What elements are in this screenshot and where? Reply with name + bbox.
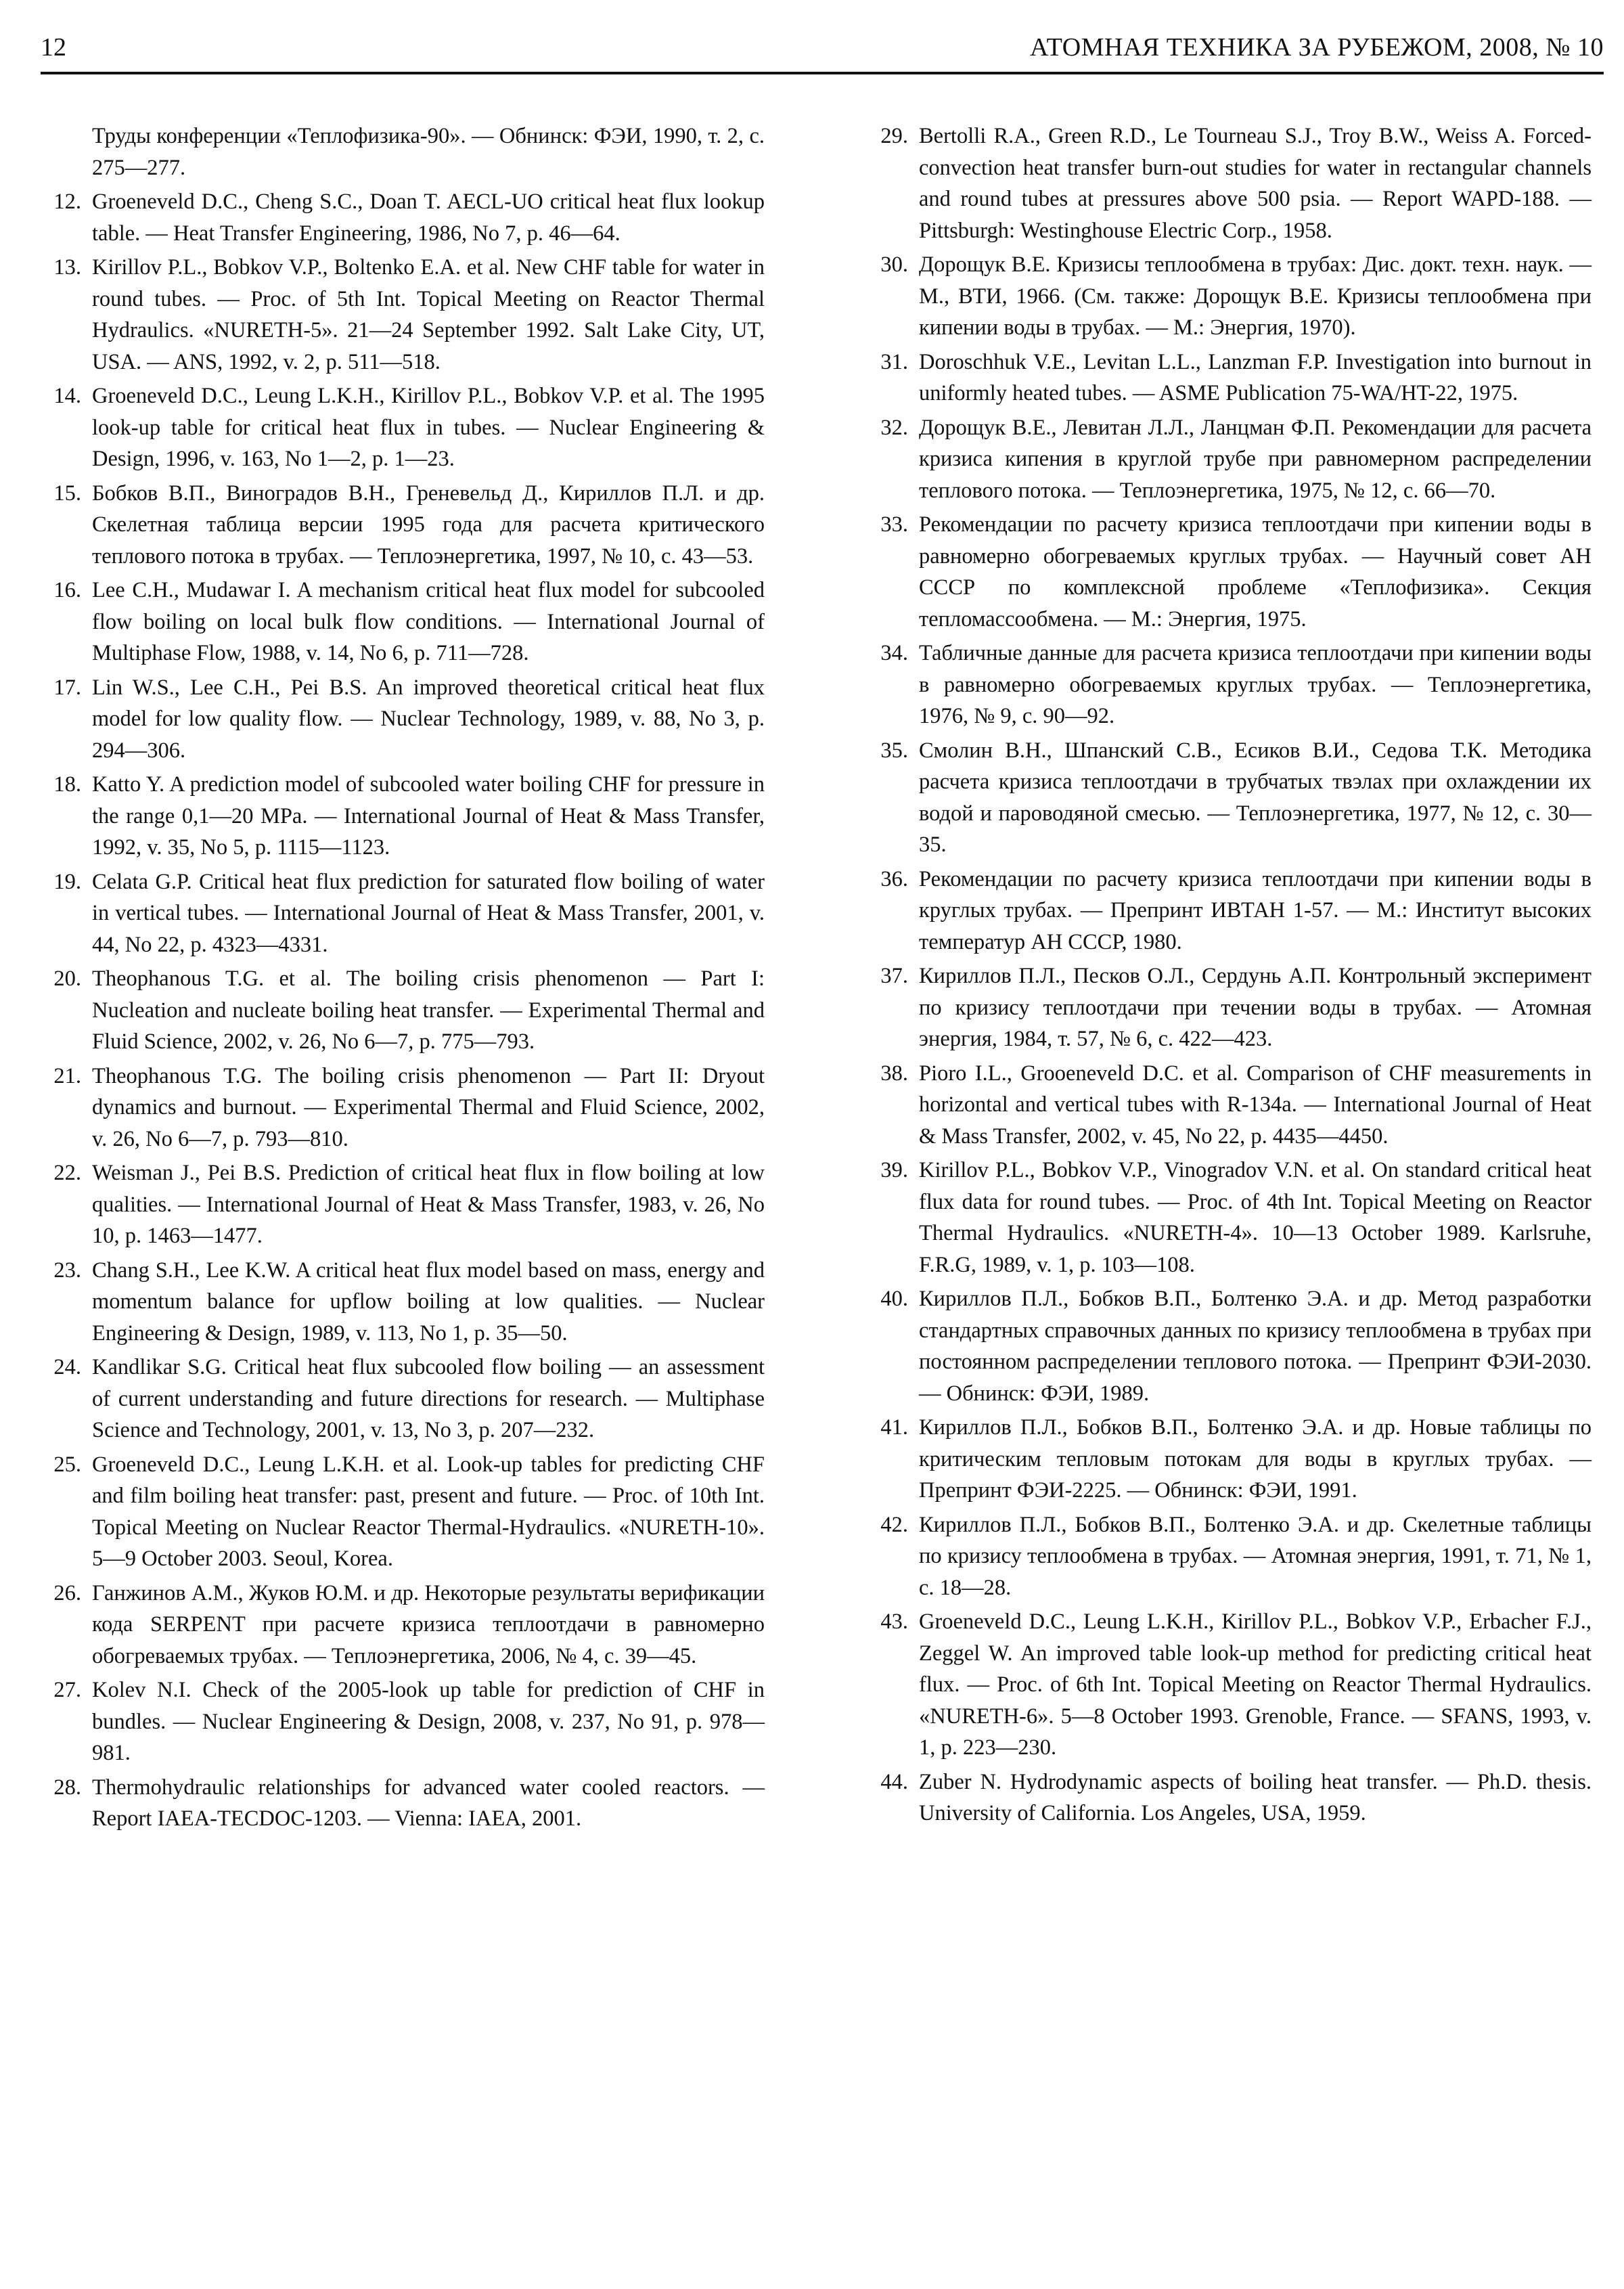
reference-text: Смолин В.Н., Шпанский С.В., Есиков В.И., Седова Т.К. Методика расчета кризиса теплоотдачи в трубчатых твэлах при охлаждении их водой и пароводяной смесью. — Теплоэнергетика, 1977, № 12, с. 30—35. (919, 738, 1592, 857)
reference-number: 36. (880, 866, 908, 891)
reference-item (870, 412, 1592, 507)
reference-text: Рекомендации по расчету кризиса теплоотдачи при кипении воды в равномерно обогреваемых круглых трубах. — Научный совет АН СССР по комплексной проблеме «Теплофизика». Секция тепломассообмена. — М.: Энергия, 1975. (919, 512, 1592, 631)
reference-text: Lee C.H., Mudawar I. A mechanism critical heat flux model for subcooled flow boiling on local bulk flow conditions. — International Journal of Multiphase Flow, 1988, v. 14, No 6, p. 711—728. (92, 578, 765, 665)
reference-number: 19. (53, 869, 81, 894)
reference-item (43, 478, 765, 573)
reference-text: Труды конференции «Теплофизика-90». — Обнинск: ФЭИ, 1990, т. 2, с. 275—277. (92, 124, 765, 180)
reference-item (43, 1157, 765, 1252)
reference-number: 44. (880, 1769, 908, 1794)
left-reference-column (43, 120, 765, 1838)
reference-number: 27. (53, 1678, 81, 1702)
reference-text: Табличные данные для расчета кризиса теплоотдачи при кипении воды в равномерно обогреваемых круглых трубах. — Теплоэнергетика, 1976, № 9, с. 90—92. (919, 641, 1592, 728)
reference-number: 16. (53, 578, 81, 602)
reference-text: Bertolli R.A., Green R.D., Le Tourneau S.J., Troy B.W., Weiss A. Forced-convection heat transfer burn-out studies for water in rectangular channels and round tubes at pressures above 500 psia. — Report WAPD-188. — Pittsburgh: Westinghouse Electric Corp., 1958. (919, 124, 1592, 243)
reference-text: Chang S.H., Lee K.W. A critical heat flux model based on mass, energy and momentum balance for upflow boiling at low qualities. — Nuclear Engineering & Design, 1989, v. 113, No 1, p. 35—50. (92, 1258, 765, 1346)
reference-item (43, 1772, 765, 1835)
reference-text: Kirillov P.L., Bobkov V.P., Vinogradov V.N. et al. On standard critical heat flux data for round tubes. — Proc. of 4th Int. Topical Meeting on Reactor Thermal Hydraulics. «NURETH-4». 10—13 October 1989. Karlsruhe, F.R.G, 1989, v. 1, p. 103—108. (919, 1158, 1592, 1277)
reference-text: Thermohydraulic relationships for advanced water cooled reactors. — Report IAEA-TECDOC-1203. — Vienna: IAEA, 2001. (92, 1775, 765, 1831)
reference-item (870, 1058, 1592, 1153)
reference-item (43, 1449, 765, 1575)
reference-text: Бобков В.П., Виноградов В.Н., Греневельд Д., Кириллов П.Л. и др. Скелетная таблица версии 1995 года для расчета критического теплового потока в трубах. — Теплоэнергетика, 1997, № 10, с. 43—53. (92, 481, 765, 569)
reference-number: 26. (53, 1580, 81, 1605)
reference-item (870, 1412, 1592, 1507)
reference-item (870, 120, 1592, 246)
reference-text: Pioro I.L., Grooeneveld D.C. et al. Comparison of CHF measurements in horizontal and vertical tubes with R-134a. — International Journal of Heat & Mass Transfer, 2002, v. 45, No 22, p. 4435—4450. (919, 1061, 1592, 1149)
reference-item (43, 120, 765, 183)
reference-text: Дорощук В.Е., Левитан Л.Л., Ланцман Ф.П. Рекомендации для расчета кризиса кипения в круглой трубе при равномерном распределении теплового потока. — Теплоэнергетика, 1975, № 12, с. 66—70. (919, 415, 1592, 503)
reference-number: 40. (880, 1287, 908, 1311)
journal-title: АТОМНАЯ ТЕХНИКА ЗА РУБЕЖОМ, 2008, № 10 (1029, 33, 1604, 62)
reference-number: 39. (880, 1158, 908, 1182)
reference-item (870, 1509, 1592, 1604)
reference-item (43, 186, 765, 249)
reference-number: 14. (53, 384, 81, 408)
reference-item (870, 1283, 1592, 1409)
reference-number: 13. (53, 255, 81, 280)
reference-number: 33. (880, 512, 908, 537)
reference-item (870, 249, 1592, 344)
reference-text: Groeneveld D.C., Leung L.K.H. et al. Look-up tables for predicting CHF and film boiling heat transfer: past, present and future. — Proc. of 10th Int. Topical Meeting on Nuclear Reactor Thermal-Hydraulics. «NURETH-10». 5—9 October 2003. Seoul, Korea. (92, 1452, 765, 1571)
reference-number: 23. (53, 1258, 81, 1283)
reference-text: Groeneveld D.C., Cheng S.C., Doan T. AECL-UO critical heat flux lookup table. — Heat Transfer Engineering, 1986, No 7, p. 46—64. (92, 190, 765, 246)
reference-text: Celata G.P. Critical heat flux prediction for saturated flow boiling of water in vertical tubes. — International Journal of Heat & Mass Transfer, 2001, v. 44, No 22, p. 4323—4331. (92, 869, 765, 957)
reference-item (43, 866, 765, 961)
reference-text: Katto Y. A prediction model of subcooled water boiling CHF for pressure in the range 0,1—20 MPa. — International Journal of Heat & Mass Transfer, 1992, v. 35, No 5, p. 1115—1123. (92, 772, 765, 860)
reference-item (870, 509, 1592, 635)
reference-item (870, 347, 1592, 409)
reference-item (43, 575, 765, 669)
reference-number: 32. (880, 415, 908, 440)
reference-number: 37. (880, 964, 908, 988)
reference-text: Kolev N.I. Check of the 2005-look up table for prediction of CHF in bundles. — Nuclear Engineering & Design, 2008, v. 237, No 91, p. 978—981. (92, 1678, 765, 1765)
right-reference-column (870, 120, 1592, 1832)
reference-text: Doroschhuk V.E., Levitan L.L., Lanzman F.P. Investigation into burnout in uniformly heated tubes. — ASME Publication 75-WA/HT-22, 1975. (919, 349, 1592, 405)
reference-number: 43. (880, 1609, 908, 1634)
reference-number: 34. (880, 641, 908, 665)
reference-item (43, 1674, 765, 1769)
reference-text: Кириллов П.Л., Бобков В.П., Болтенко Э.А. и др. Метод разработки стандартных справочных данных по кризису теплообмена в трубах при постоянном распределении теплового потока. — Препринт ФЭИ-2030. — Обнинск: ФЭИ, 1989. (919, 1287, 1592, 1406)
reference-number: 18. (53, 772, 81, 797)
reference-number: 35. (880, 738, 908, 763)
reference-text: Groeneveld D.C., Leung L.K.H., Kirillov P.L., Bobkov V.P., Erbacher F.J., Zeggel W. An improved table look-up method for predicting critical heat flux. — Proc. of 6th Int. Topical Meeting on Reactor Thermal Hydraulics. «NURETH-6». 5—8 October 1993. Grenoble, France. — SFANS, 1993, v. 1, p. 223—230. (919, 1609, 1592, 1760)
reference-text: Weisman J., Pei B.S. Prediction of critical heat flux in flow boiling at low qualities. — International Journal of Heat & Mass Transfer, 1983, v. 26, No 10, p. 1463—1477. (92, 1161, 765, 1248)
reference-item (43, 672, 765, 767)
reference-text: Дорощук В.Е. Кризисы теплообмена в трубах: Дис. докт. техн. наук. — М., ВТИ, 1966. (См. также: Дорощук В.Е. Кризисы теплообмена при кипении воды в трубах. — М.: Энергия, 1970). (919, 252, 1592, 340)
reference-text: Groeneveld D.C., Leung L.K.H., Kirillov P.L., Bobkov V.P. et al. The 1995 look-up table for critical heat flux in tubes. — Nuclear Engineering & Design, 1996, v. 163, No 1—2, p. 1—23. (92, 384, 765, 471)
reference-item (870, 1606, 1592, 1764)
reference-number: 22. (53, 1161, 81, 1185)
reference-text: Кириллов П.Л., Бобков В.П., Болтенко Э.А. и др. Скелетные таблицы по кризису теплообмена в трубах. — Атомная энергия, 1991, т. 71, № 1, с. 18—28. (919, 1512, 1592, 1600)
reference-text: Theophanous T.G. The boiling crisis phenomenon — Part II: Dryout dynamics and burnout. — Experimental Thermal and Fluid Science, 2002, v. 26, No 6—7, p. 793—810. (92, 1063, 765, 1151)
reference-text: Lin W.S., Lee C.H., Pei B.S. An improved theoretical critical heat flux model for low quality flow. — Nuclear Technology, 1989, v. 88, No 3, p. 294—306. (92, 675, 765, 763)
reference-item (43, 1255, 765, 1350)
reference-text: Ганжинов А.М., Жуков Ю.М. и др. Некоторые результаты верификации кода SERPENT при расчете кризиса теплоотдачи в равномерно обогреваемых трубах. — Теплоэнергетика, 2006, № 4, с. 39—45. (92, 1580, 765, 1668)
reference-number: 28. (53, 1775, 81, 1800)
reference-item (43, 1352, 765, 1446)
reference-item (43, 1578, 765, 1672)
reference-item (870, 735, 1592, 861)
reference-text: Рекомендации по расчету кризиса теплоотдачи при кипении воды в круглых трубах. — Препринт ИВТАН 1-57. — М.: Институт высоких температур АН СССР, 1980. (919, 866, 1592, 954)
reference-number: 38. (880, 1061, 908, 1086)
reference-number: 17. (53, 675, 81, 700)
reference-number: 41. (880, 1415, 908, 1440)
page-number: 12 (41, 33, 66, 62)
reference-number: 21. (53, 1063, 81, 1088)
reference-item (870, 1155, 1592, 1281)
reference-text: Kirillov P.L., Bobkov V.P., Boltenko E.A. et al. New CHF table for water in round tubes. — Proc. of 5th Int. Topical Meeting on Reactor Thermal Hydraulics. «NURETH-5». 21—24 September 1992. Salt Lake City, UT, USA. — ANS, 1992, v. 2, p. 511—518. (92, 255, 765, 374)
reference-number: 25. (53, 1452, 81, 1477)
page-header (41, 27, 1604, 74)
reference-text: Kandlikar S.G. Critical heat flux subcooled flow boiling — an assessment of current understanding and future directions for research. — Multiphase Science and Technology, 2001, v. 13, No 3, p. 207—232. (92, 1355, 765, 1442)
reference-text: Zuber N. Hydrodynamic aspects of boiling heat transfer. — Ph.D. thesis. University of California. Los Angeles, USA, 1959. (919, 1769, 1592, 1825)
reference-number: 15. (53, 481, 81, 506)
reference-number: 42. (880, 1512, 908, 1537)
reference-item (870, 864, 1592, 958)
reference-item (870, 960, 1592, 1055)
reference-text: Кириллов П.Л., Бобков В.П., Болтенко Э.А. и др. Новые таблицы по критическим тепловым потокам для воды в круглых трубах. — Препринт ФЭИ-2225. — Обнинск: ФЭИ, 1991. (919, 1415, 1592, 1503)
reference-item (870, 1766, 1592, 1829)
reference-item (43, 1061, 765, 1155)
reference-number: 29. (880, 124, 908, 148)
reference-item (43, 769, 765, 864)
reference-number: 31. (880, 349, 908, 374)
reference-item (43, 380, 765, 475)
reference-text: Кириллов П.Л., Песков О.Л., Сердунь А.П. Контрольный эксперимент по кризису теплоотдачи при течении воды в трубах. — Атомная энергия, 1984, т. 57, № 6, с. 422—423. (919, 964, 1592, 1051)
reference-item (870, 638, 1592, 732)
reference-item (43, 963, 765, 1058)
reference-number: 24. (53, 1355, 81, 1379)
reference-number: 30. (880, 252, 908, 277)
reference-item (43, 252, 765, 378)
reference-number: 20. (53, 966, 81, 991)
reference-text: Theophanous T.G. et al. The boiling crisis phenomenon — Part I: Nucleation and nucleate boiling heat transfer. — Experimental Thermal and Fluid Science, 2002, v. 26, No 6—7, p. 775—793. (92, 966, 765, 1054)
reference-number: 12. (53, 190, 81, 214)
